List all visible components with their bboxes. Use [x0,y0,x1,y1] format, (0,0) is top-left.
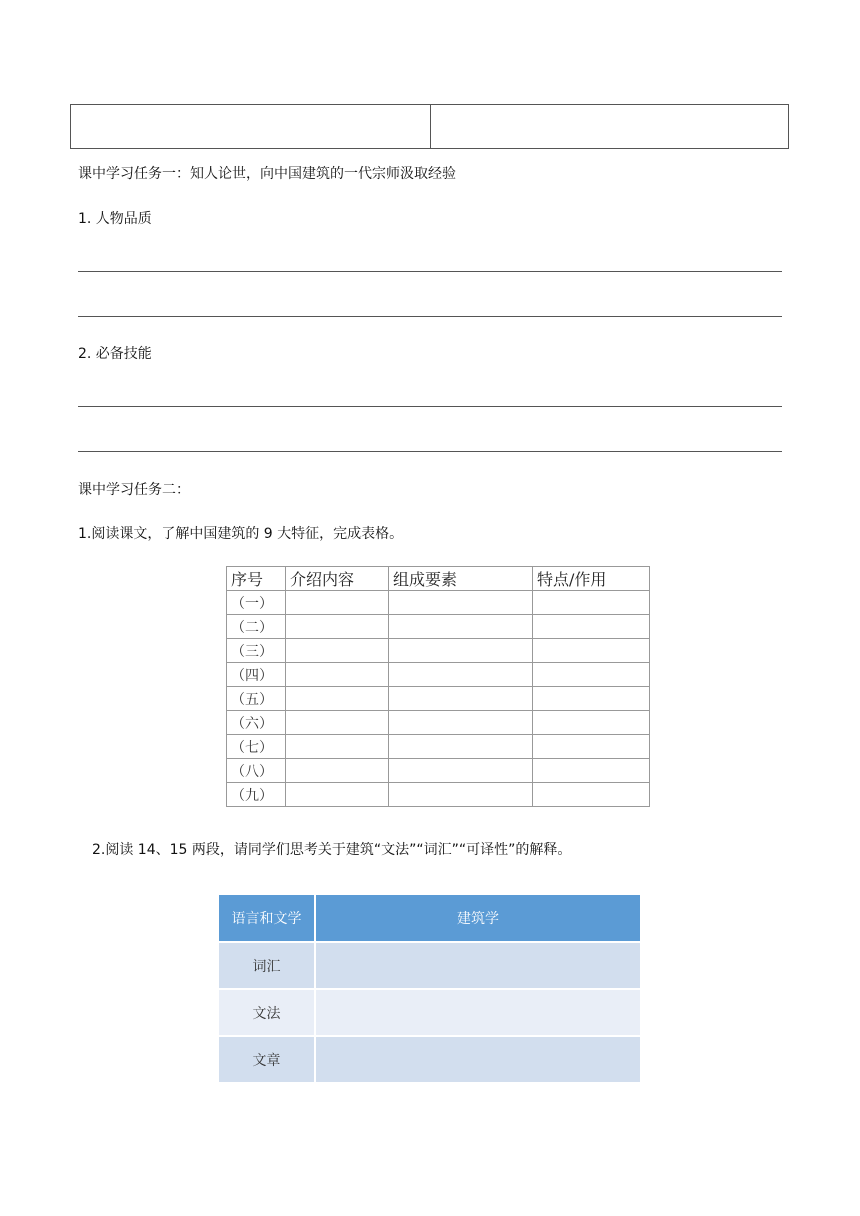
features-table [226,566,650,807]
answer-cell[interactable] [533,687,650,711]
row-index: （一） [227,591,286,615]
header-cell: 特点/作用 [533,567,650,591]
header-cell: 语言和文学 [219,895,316,941]
row-index: （三） [227,639,286,663]
task2-heading: 课中学习任务二： [78,482,190,498]
header-table [70,104,789,149]
answer-line [78,316,782,317]
header-cell: 建筑学 [316,895,640,941]
answer-cell[interactable] [389,591,533,615]
answer-cell[interactable] [389,687,533,711]
table-row [219,941,640,988]
table-row [227,639,650,663]
answer-cell[interactable] [389,663,533,687]
answer-cell[interactable] [533,711,650,735]
task2-question1: 1.阅读课文，了解中国建筑的 9 大特征，完成表格。 [78,526,404,542]
answer-cell[interactable] [533,759,650,783]
answer-line [78,271,782,272]
answer-cell[interactable] [286,783,389,807]
row-index: （五） [227,687,286,711]
header-cell: 序号 [227,567,286,591]
row-index: （七） [227,735,286,759]
table-row [227,735,650,759]
row-label: 文法 [219,988,316,1035]
answer-cell[interactable] [533,615,650,639]
table-row [227,783,650,807]
row-index: （九） [227,783,286,807]
table-row [227,663,650,687]
task1-item-skills: 2. 必备技能 [78,346,152,362]
row-label: 词汇 [219,941,316,988]
answer-cell[interactable] [286,711,389,735]
task2-question2: 2.阅读 14、15 两段，请同学们思考关于建筑“文法”“词汇”“可译性”的解释。 [92,842,572,858]
answer-cell[interactable] [286,759,389,783]
table-header-row [219,895,640,941]
table-header-row [227,567,650,591]
answer-cell[interactable] [286,615,389,639]
answer-cell[interactable] [389,759,533,783]
answer-line [78,406,782,407]
answer-cell[interactable] [389,735,533,759]
answer-line [78,451,782,452]
table-row [219,1035,640,1082]
answer-cell[interactable] [316,941,640,988]
answer-cell[interactable] [316,1035,640,1082]
header-table-divider [430,105,431,148]
answer-cell[interactable] [533,591,650,615]
header-cell: 组成要素 [389,567,533,591]
table-row [227,759,650,783]
answer-cell[interactable] [533,783,650,807]
answer-cell[interactable] [316,988,640,1035]
answer-cell[interactable] [286,687,389,711]
grammar-table [219,895,640,1082]
table-row [227,711,650,735]
row-label: 文章 [219,1035,316,1082]
answer-cell[interactable] [533,663,650,687]
answer-cell[interactable] [533,639,650,663]
answer-cell[interactable] [286,735,389,759]
table-row [227,687,650,711]
row-index: （二） [227,615,286,639]
row-index: （八） [227,759,286,783]
table-row [219,988,640,1035]
table-row [227,615,650,639]
answer-cell[interactable] [286,639,389,663]
answer-cell[interactable] [389,639,533,663]
answer-cell[interactable] [286,591,389,615]
answer-cell[interactable] [533,735,650,759]
answer-cell[interactable] [286,663,389,687]
answer-cell[interactable] [389,615,533,639]
row-index: （六） [227,711,286,735]
answer-cell[interactable] [389,711,533,735]
row-index: （四） [227,663,286,687]
answer-cell[interactable] [389,783,533,807]
header-cell: 介绍内容 [286,567,389,591]
task1-heading: 课中学习任务一：知人论世，向中国建筑的一代宗师汲取经验 [78,166,456,182]
task1-item-character: 1. 人物品质 [78,211,152,227]
table-row [227,591,650,615]
